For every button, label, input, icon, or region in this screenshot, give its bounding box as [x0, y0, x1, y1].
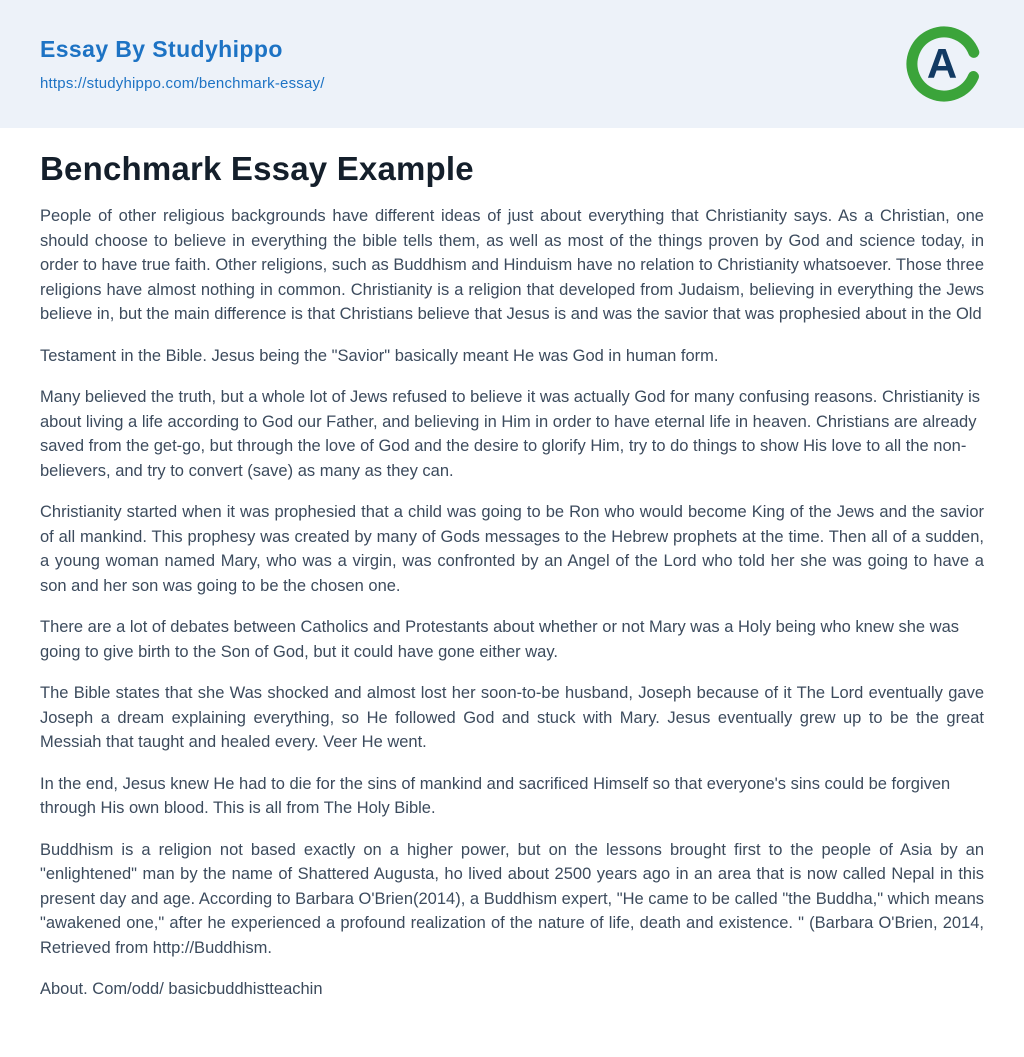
- essay-title: Benchmark Essay Example: [40, 150, 474, 187]
- essay-body: [40, 204, 984, 1002]
- essay-paragraph: Testament in the Bible. Jesus being the "Savior" basically meant He was God in human form.: [40, 346, 719, 365]
- essay-content: [0, 128, 1024, 1049]
- logo-ring-icon: [904, 24, 984, 104]
- byline: Essay By Studyhippo: [40, 36, 283, 62]
- essay-paragraph: Buddhism is a religion not based exactly on a higher power, but on the lessons brought first to the people of Asia by an "enlightened" man by the name of Shattered Augusta, ho lived about 2500 years ago in an area that is now called Nepal in this present day and age. According to Barbara O'Brien(2014), a Buddhism expert, "He came to be called "the Buddha," which means "awakened one," after he experienced a profound realization of the nature of life, death and existence. " (Barbara O'Brien, 2014, Retrieved from http://Buddhism.: [40, 840, 984, 957]
- essay-paragraph: People of other religious backgrounds have different ideas of just about everything that Christianity says. As a Christian, one should choose to believe in everything the bible tells them, as well as most of the things proven by God and science today, in order to have true faith. Other religions, such as Buddhism and Hinduism have no relation to Christianity whatsoever. Those three religions have almost nothing in common. Christianity is a religion that developed from Judaism, believing in everything the Jews believe in, but the main difference is that Christians believe that Jesus is and was the savior that was prophesied about in the Old: [40, 207, 984, 323]
- essay-paragraph: Christianity started when it was prophesied that a child was going to be Ron who would become King of the Jews and the savior of all mankind. This prophesy was created by many of Gods messages to the Hebrew prophets at the time. Then all of a sudden, a young woman named Mary, who was a virgin, was confronted by an Angel of the Lord who told her she was going to have a son and her son was going to be the chosen one.: [40, 503, 984, 595]
- essay-paragraph: Many believed the truth, but a whole lot of Jews refused to believe it was actually God for many confusing reasons. Christianity is about living a life according to God our Father, and believing in Him in order to have eternal life in heaven. Christians are already saved from the get-go, but through the love of God and the desire to glorify Him, try to do things to show His love to all the non-believers, and try to convert (save) as many as they can.: [40, 388, 981, 480]
- studyhippo-logo[interactable]: [904, 24, 984, 104]
- page-header: [0, 0, 1024, 128]
- essay-paragraph: The Bible states that she Was shocked and almost lost her soon-to-be husband, Joseph because of it The Lord eventually gave Joseph a dream explaining everything, so He followed God and stuck with Mary. Jesus eventually grew up to be the great Messiah that taught and healed every. Veer He went.: [40, 684, 984, 751]
- essay-paragraph: There are a lot of debates between Catholics and Protestants about whether or not Mary was a Holy being who knew she was going to give birth to the Son of God, but it could have gone either way.: [40, 618, 960, 661]
- essay-url-link[interactable]: https://studyhippo.com/benchmark-essay/: [40, 75, 325, 92]
- logo-letter: A: [926, 40, 958, 87]
- essay-paragraph: In the end, Jesus knew He had to die for the sins of mankind and sacrificed Himself so that everyone's sins could be forgiven through His own blood. This is all from The Holy Bible.: [40, 774, 951, 817]
- essay-paragraph: About. Com/odd/ basicbuddhistteachin: [40, 980, 323, 998]
- header-text-block: [40, 36, 325, 92]
